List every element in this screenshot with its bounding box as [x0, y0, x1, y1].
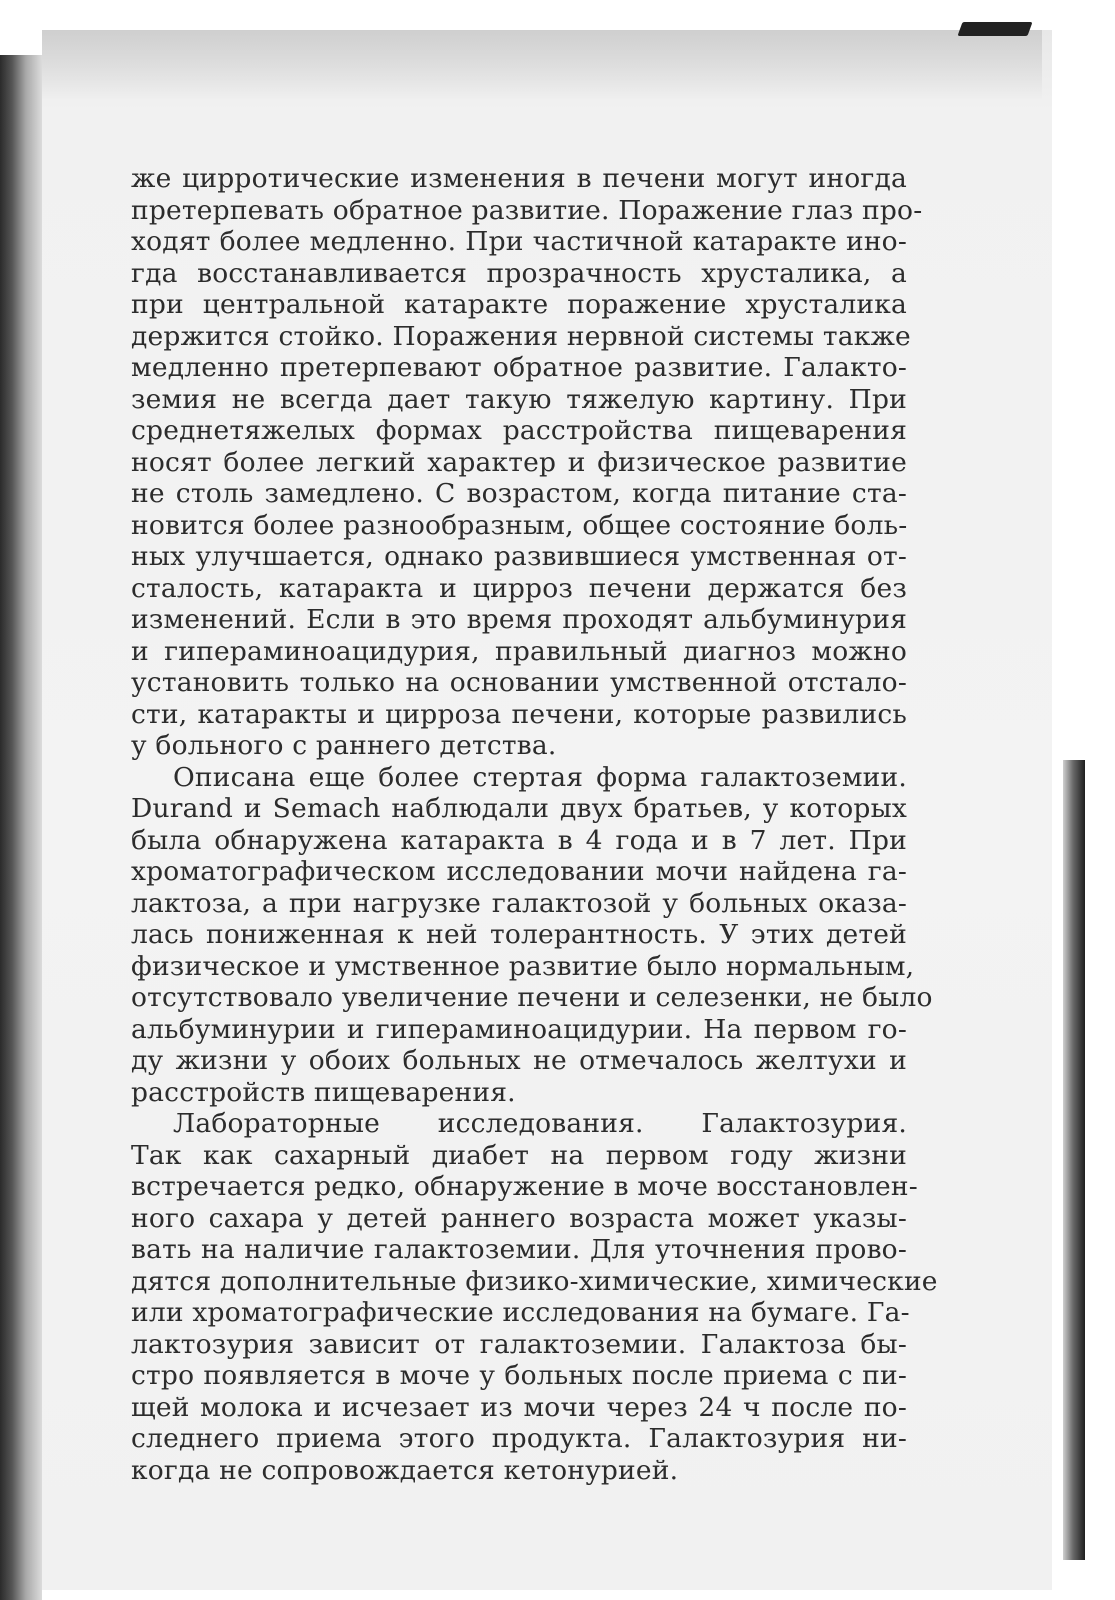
text-line: стро появляется в моче у больных после приема с пи- [131, 1360, 907, 1391]
text-line: лась пониженная к ней толерантность. У этих детей [131, 919, 907, 950]
text-line: вать на наличие галактоземии. Для уточнения прово- [131, 1234, 907, 1265]
text-line: претерпевать обратное развитие. Поражение глаз про- [131, 194, 923, 226]
text-line: и гипераминоацидурия, правильный диагноз можно [131, 635, 907, 667]
text-line: была обнаружена катаракта в 4 года и в 7 лет. При [131, 824, 907, 856]
text-line: лактоза, а при нагрузке галактозой у больных оказа- [131, 887, 907, 919]
text-line: же цирротические изменения в печени могут иногда [131, 163, 907, 194]
text-line: щей молока и исчезает из мочи через 24 ч после по- [131, 1391, 907, 1423]
text-line: среднетяжелых формах расстройства пищеварения [131, 415, 907, 446]
text-line: гда восстанавливается прозрачность хрусталика, а [131, 257, 907, 289]
text-line: медленно претерпевают обратное развитие. Галакто- [131, 352, 907, 383]
text-line: при центральной катаракте поражение хрусталика [131, 289, 907, 320]
paragraph-3 [131, 1108, 938, 1486]
text-line: земия не всегда дает такую тяжелую картину. При [131, 383, 907, 415]
text-line: Durand и Semach наблюдали двух братьев, у которых [131, 793, 907, 824]
text-line: ных улучшается, однако развившиеся умственная от- [131, 541, 907, 572]
text-line: отсутствовало увеличение печени и селезенки, не было [131, 982, 933, 1013]
text-line: следнего приема этого продукта. Галактозурия ни- [131, 1423, 907, 1454]
text-line: сталость, катаракта и цирроз печени держатся без [131, 572, 907, 604]
text-line: Так как сахарный диабет на первом году жизни [131, 1139, 907, 1171]
text-line: лактозурия зависит от галактоземии. Галактоза бы- [131, 1328, 907, 1360]
text-line: Описана еще более стертая форма галактоземии. [173, 761, 907, 793]
text-line: ходят более медленно. При частичной катаракте ино- [131, 226, 907, 257]
text-line: новится более разнообразным, общее состояние боль- [131, 509, 908, 541]
text-line: расстройств пищеварения. [131, 1076, 516, 1108]
text-line: не столь замедлено. С возрастом, когда питание ста- [131, 478, 907, 509]
document-text [131, 163, 938, 1486]
text-line: ду жизни у обоих больных не отмечалось желтухи и [131, 1045, 907, 1076]
text-line: физическое и умственное развитие было нормальным, [131, 950, 915, 982]
paragraph-1 [131, 163, 923, 762]
book-edge-shadow-right [1063, 760, 1085, 1560]
text-line: дятся дополнительные физико-химические, химические [131, 1265, 938, 1297]
text-line: ного сахара у детей раннего возраста может указы- [131, 1202, 907, 1234]
page-top-shadow [42, 30, 1042, 100]
page-top-corner-shadow [957, 22, 1032, 36]
paragraph-2 [131, 761, 933, 1109]
text-line: когда не сопровождается кетонурией. [131, 1454, 679, 1486]
text-line: хроматографическом исследовании мочи найдена га- [131, 856, 907, 887]
text-line: держится стойко. Поражения нервной системы также [131, 320, 911, 352]
text-line: встречается редко, обнаружение в моче восстановлен- [131, 1171, 918, 1202]
text-line: установить только на основании умственной отстало- [131, 667, 907, 698]
text-line: альбуминурии и гипераминоацидурии. На первом го- [131, 1013, 907, 1045]
text-line: или хроматографические исследования на бумаге. Га- [131, 1297, 910, 1328]
book-binding-shadow-left [0, 55, 42, 1600]
text-line: сти, катаракты и цирроза печени, которые развились [131, 698, 907, 730]
text-line: носят более легкий характер и физическое развитие [131, 446, 907, 478]
text-line: у больного с раннего детства. [131, 730, 557, 761]
text-line: Лабораторные исследования. Галактозурия. [173, 1108, 907, 1139]
text-line: изменений. Если в это время проходят альбуминурия [131, 604, 907, 635]
